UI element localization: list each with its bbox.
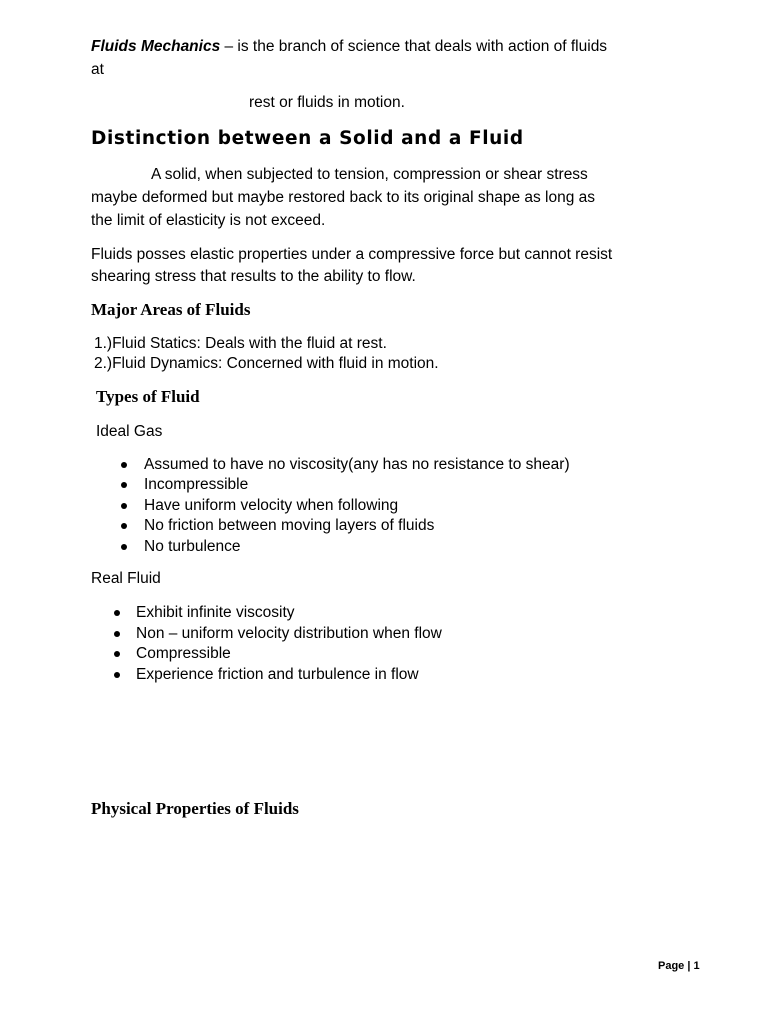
list-item-text: Fluid Statics: Deals with the fluid at rest. [112,335,387,352]
distinction-para1-line: maybe deformed but maybe restored back to its original shape as long as [91,189,596,206]
distinction-para2-line: Fluids posses elastic properties under a compressive force but cannot resist [91,246,613,263]
real-bullet-text: Non – uniform velocity distribution when flow [136,625,442,642]
bullet-icon [114,672,120,678]
major-areas-item [94,335,387,353]
page-number-footer [658,960,700,972]
major-areas-heading: Major Areas of Fluids [91,300,251,319]
distinction-para1-line: A solid, when subjected to tension, compression or shear stress [151,166,588,183]
intro-line-1 [91,38,607,56]
ideal-bullet-text: No friction between moving layers of fluids [144,517,435,534]
ideal-bullet-text: No turbulence [144,538,241,555]
ideal-bullet-text: Assumed to have no viscosity(any has no resistance to shear) [144,456,570,473]
types-heading: Types of Fluid [96,387,200,406]
real-fluid-label: Real Fluid [91,570,161,587]
list-item-text: Fluid Dynamics: Concerned with fluid in motion. [112,355,439,372]
bullet-icon [121,503,127,509]
ideal-gas-label: Ideal Gas [96,423,163,440]
physical-properties-heading: Physical Properties of Fluids [91,799,299,818]
real-bullet-text: Exhibit infinite viscosity [136,604,295,621]
bullet-icon [121,482,127,488]
distinction-heading: Distinction between a Solid and a Fluid [91,128,524,149]
list-number: 1.) [94,335,113,352]
real-bullet-text: Experience friction and turbulence in flow [136,666,419,683]
intro-line-2: at [91,61,104,78]
list-number: 2.) [94,355,113,372]
page-label: Page | 1 [658,960,700,972]
bullet-icon [121,523,127,529]
ideal-bullet-text: Have uniform velocity when following [144,497,399,514]
intro-term: Fluids Mechanics [91,38,221,55]
real-bullet-text: Compressible [136,645,231,662]
bullet-icon [114,651,120,657]
distinction-para1-line: the limit of elasticity is not exceed. [91,212,326,229]
bullet-icon [114,610,120,616]
major-areas-item [94,355,439,373]
distinction-para2-line: shearing stress that results to the ability to flow. [91,268,416,285]
intro-definition: – is the branch of science that deals with action of fluids [220,38,608,55]
bullet-icon [121,544,127,550]
bullet-icon [121,462,127,468]
ideal-bullet-text: Incompressible [144,476,249,493]
bullet-icon [114,631,120,637]
intro-line-3: rest or fluids in motion. [249,94,405,111]
